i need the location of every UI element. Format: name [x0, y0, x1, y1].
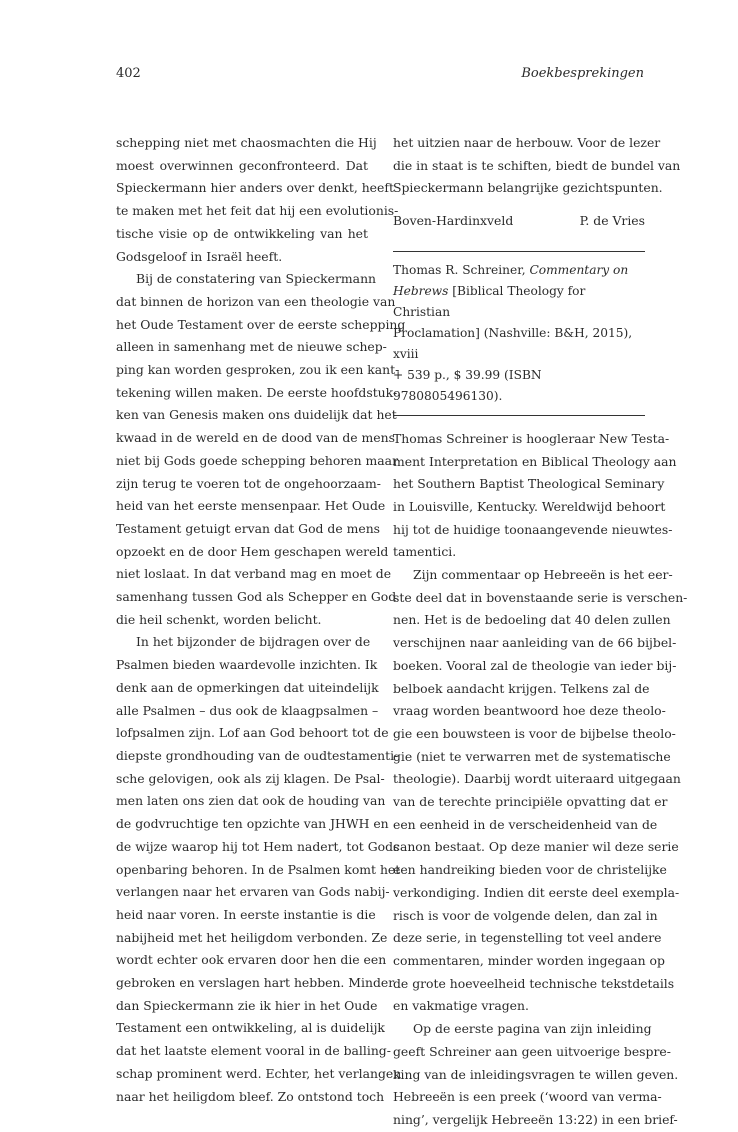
- text-line: ken van Genesis maken ons duidelijk dat het: [116, 407, 397, 423]
- text-line: gebroken en verslagen hart hebben. Minder: [116, 975, 395, 991]
- text-line: ning’, vergelijk Hebreeën 13:22) in een brief-: [393, 1111, 678, 1127]
- text-line: Godsgeloof in Israël heeft.: [116, 248, 283, 264]
- text-line: wordt echter ook ervaren door hen die een: [116, 952, 387, 968]
- text-line: in Louisville, Kentucky. Wereldwijd behoort: [393, 498, 666, 514]
- text-line: heid naar voren. In eerste instantie is die: [116, 906, 376, 922]
- text-line: de godvruchtige ten opzichte van JHWH en: [116, 816, 389, 832]
- left-column: [116, 132, 406, 1108]
- text-line: alleen in samenhang met de nieuwe schep-: [116, 339, 387, 355]
- text-line: lofpsalmen zijn. Lof aan God behoort tot de: [116, 725, 389, 741]
- text-line: sche gelovigen, ook als zij klagen. De Psal-: [116, 770, 385, 786]
- text-line: risch is voor de volgende delen, dan zal in: [393, 907, 658, 923]
- text-line: deze serie, in tegenstelling tot veel andere: [393, 930, 662, 946]
- text-line: tische visie op de ontwikkeling van het: [116, 225, 368, 241]
- text-line: theologie). Daarbij wordt uiteraard uitgegaan: [393, 771, 681, 787]
- text-line: Testament getuigt ervan dat God de mens: [116, 520, 381, 536]
- text-line: Zijn commentaar op Hebreeën is het eer-: [413, 567, 673, 583]
- text-line: verschijnen naar aanleiding van de 66 bijbel-: [393, 635, 677, 651]
- text-line: geeft Schreiner aan geen uitvoerige bespre-: [393, 1043, 671, 1059]
- text-line: verkondiging. Indien dit eerste deel exempla-: [393, 884, 680, 900]
- text-line: Spieckermann hier anders over denkt, heeft: [116, 180, 394, 196]
- text-line: opzoekt en de door Hem geschapen wereld: [116, 543, 389, 559]
- text-line: men laten ons zien dat ook de houding van: [116, 793, 386, 809]
- text-line: moest overwinnen geconfronteerd. Dat: [116, 157, 368, 173]
- text-line: verlangen naar het ervaren van Gods nabij-: [116, 884, 390, 900]
- ref-title-1: Commentary on: [529, 262, 629, 277]
- text-line: het Southern Baptist Theological Seminary: [393, 476, 665, 492]
- text-line: nen. Het is de bedoeling dat 40 delen zullen: [393, 612, 671, 628]
- book-reference: [393, 252, 645, 415]
- text-line: Bij de constatering van Spieckermann: [136, 271, 377, 287]
- text-line: samenhang tussen God als Schepper en God: [116, 589, 397, 605]
- text-line: openbaring behoren. In de Psalmen komt het: [116, 861, 401, 877]
- text-line: het Oude Testament over de eerste schepping: [116, 316, 406, 332]
- right-column: [393, 132, 688, 1132]
- reviewer-signature: [393, 210, 645, 233]
- text-line: belboek aandacht krijgen. Telkens zal de: [393, 680, 650, 696]
- text-line: het uitzien naar de herbouw. Voor de lezer: [393, 135, 661, 150]
- text-line: gie een bouwsteen is voor de bijbelse theolo-: [393, 725, 676, 741]
- text-line: Spieckermann belangrijke gezichtspunten.: [393, 180, 663, 196]
- text-line: ment Interpretation en Biblical Theology aan: [393, 453, 677, 469]
- text-line: naar het heiligdom bleef. Zo ontstond toch: [116, 1088, 385, 1104]
- text-line: dat het laatste element vooral in de balling-: [116, 1043, 391, 1059]
- divider-bottom: [393, 415, 645, 416]
- text-line: schap prominent werd. Echter, het verlangen: [116, 1065, 402, 1081]
- page-number: 402: [116, 66, 141, 81]
- ref-series: [Biblical Theology for Christian: [393, 283, 586, 319]
- running-head: Boekbesprekingen: [521, 66, 644, 81]
- text-line: Testament een ontwikkeling, al is duidelijk: [116, 1020, 385, 1036]
- text-line: denk aan de opmerkingen dat uiteindelijk: [116, 679, 379, 695]
- text-line: heid van het eerste mensenpaar. Het Oude: [116, 498, 386, 514]
- text-line: een eenheid in de verscheidenheid van de: [393, 816, 658, 832]
- text-line: dan Spieckermann zie ik hier in het Oude: [116, 997, 378, 1013]
- text-line: diepste grondhouding van de oudtestamenti-: [116, 747, 399, 763]
- text-line: Psalmen bieden waardevolle inzichten. Ik: [116, 657, 378, 673]
- reviewer-name: P. de Vries: [579, 213, 645, 229]
- text-line: en vakmatige vragen.: [393, 998, 529, 1014]
- text-line: commentaren, minder worden ingegaan op: [393, 952, 665, 968]
- text-line: dat binnen de horizon van een theologie van: [116, 293, 396, 309]
- ref-line-4: + 539 p., $ 39.99 (ISBN 9780805496130).: [393, 367, 542, 403]
- text-line: Op de eerste pagina van zijn inleiding: [413, 1021, 652, 1037]
- text-line: te maken met het feit dat hij een evolutionis-: [116, 203, 399, 219]
- text-line: die heil schenkt, worden belicht.: [116, 611, 322, 627]
- ref-title-2: Hebrews: [393, 283, 449, 298]
- text-line: ste deel dat in bovenstaande serie is verschen-: [393, 589, 688, 605]
- text-line: alle Psalmen – dus ook de klaagpsalmen –: [116, 702, 379, 718]
- text-line: de wijze waarop hij tot Hem nadert, tot Gods: [116, 838, 400, 854]
- text-line: Hebreeën is een preek (‘woord van verma-: [393, 1089, 662, 1105]
- text-line: de grote hoeveelheid technische tekstdetails: [393, 975, 675, 991]
- text-line: niet loslaat. In dat verband mag en moet de: [116, 566, 392, 582]
- text-line: In het bijzonder de bijdragen over de: [136, 634, 371, 650]
- text-line: canon bestaat. Op deze manier wil deze serie: [393, 839, 679, 855]
- text-line: boeken. Vooral zal de theologie van ieder bij-: [393, 657, 677, 673]
- text-line: vraag worden beantwoord hoe deze theolo-: [393, 703, 666, 719]
- text-line: hij tot de huidige toonaangevende nieuwtes-: [393, 521, 673, 537]
- ref-line-3: Proclamation] (Nashville: B&H, 2015), xviii: [393, 325, 633, 361]
- text-line: tekening willen maken. De eerste hoofdstuk-: [116, 384, 398, 400]
- text-line: niet bij Gods goede schepping behoren maar: [116, 452, 398, 468]
- text-line: een handreiking bieden voor de christelijke: [393, 862, 667, 878]
- text-line: gie (niet te verwarren met de systematische: [393, 748, 671, 764]
- review-body: [393, 428, 688, 1132]
- right-column-continuation: [393, 132, 681, 200]
- ref-author: Thomas R. Schreiner,: [393, 262, 530, 277]
- text-line: tamentici.: [393, 544, 457, 560]
- text-line: king van de inleidingsvragen te willen geven.: [393, 1066, 679, 1082]
- text-line: zijn terug te voeren tot de ongehoorzaam-: [116, 475, 381, 491]
- text-line: kwaad in de wereld en de dood van de mens: [116, 430, 395, 446]
- text-line: Thomas Schreiner is hoogleraar New Testa-: [393, 430, 670, 446]
- text-line: nabijheid met het heiligdom verbonden. Ze: [116, 929, 388, 945]
- text-line: die in staat is te schiften, biedt de bundel van: [393, 157, 681, 173]
- text-line: ping kan worden gesproken, zou ik een kant-: [116, 362, 400, 378]
- text-line: schepping niet met chaosmachten die Hij: [116, 135, 377, 150]
- text-line: van de terechte principiële opvatting dat er: [393, 794, 668, 810]
- reviewer-place: Boven-Hardinxveld: [393, 213, 514, 229]
